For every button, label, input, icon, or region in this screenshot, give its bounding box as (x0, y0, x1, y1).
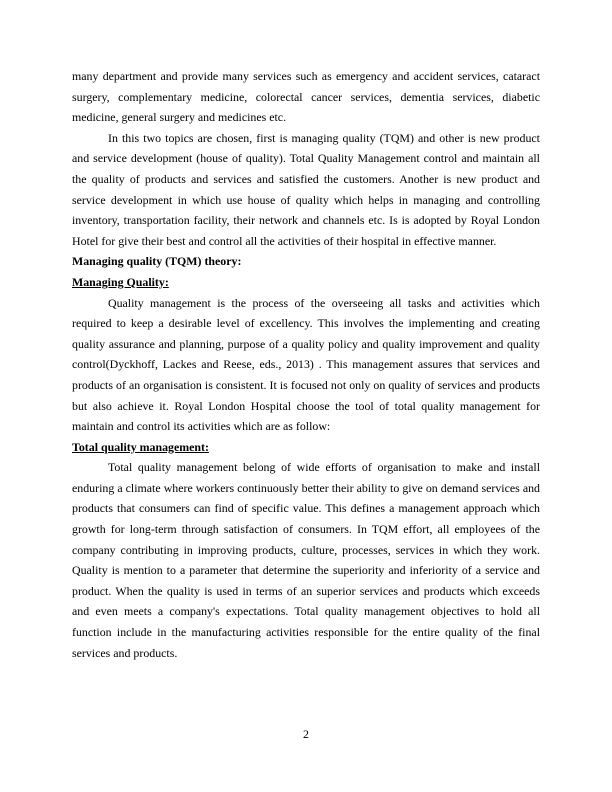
page-number: 2 (303, 727, 309, 741)
heading-managing-quality: Managing Quality: (72, 274, 169, 289)
heading-total-quality-management: Total quality management: (72, 439, 209, 454)
paragraph-hospital-services: many department and provide many services such as emergency and accident services, cataract surgery, complementary medicine, colorectal cancer services, dementia services, diabetic medicine, general surgery and medicines etc. (72, 69, 540, 125)
page-body (72, 66, 540, 663)
paragraph-topics-chosen: In this two topics are chosen, first is managing quality (TQM) and other is new product and service development (house of quality). Total Quality Management control and maintain all the quality of products and services and satisfied the customers. Another is new product and service development in which use house of quality which helps in managing and controlling inventory, transportation facility, their network and channels etc. Is is adopted by Royal London Hotel for give their best and control all the activities of their hospital in effective manner. (72, 130, 540, 248)
paragraph-tqm-description: Total quality management belong of wide efforts of organisation to make and install enduring a climate where workers continuously better their ability to give on demand services and products that consumers can find of specific value. This defines a management approach which growth for long-term through satisfaction of consumers. In TQM effort, all employees of the company contributing in improving products, culture, processes, services in which they work. Quality is mention to a parameter that determine the superiority and inferiority of a service and product. When the quality is used in terms of an superior services and products which exceeds and even meets a company's expectations. Total quality management objectives to hold all function include in the manufacturing activities responsible for the entire quality of the final services and products. (72, 460, 540, 660)
paragraph-quality-management: Quality management is the process of the overseeing all tasks and activities which required to keep a desirable level of excellency. This involves the implementing and creating quality assurance and planning, purpose of a quality policy and quality improvement and quality control(Dyckhoff, Lackes and Reese, eds., 2013) . This management assures that services and products of an organisation is consistent. It is focused not only on quality of services and products but also achieve it. Royal London Hospital choose the tool of total quality management for maintain and control its activities which are as follow: (72, 295, 540, 434)
heading-managing-quality-theory: Managing quality (TQM) theory: (72, 254, 242, 269)
